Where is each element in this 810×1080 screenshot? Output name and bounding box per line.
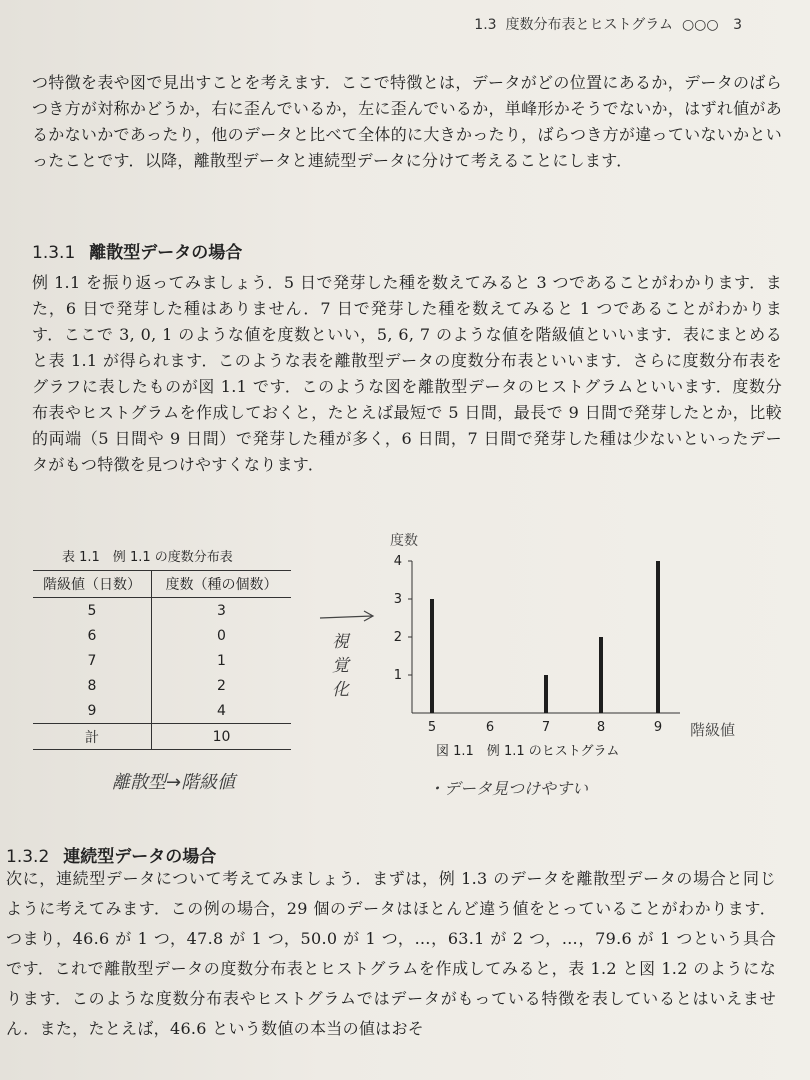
section-title: 離散型データの場合 — [89, 243, 243, 263]
histogram-bar — [430, 599, 434, 713]
discrete-paragraph — [32, 270, 782, 478]
y-tick-label: 3 — [393, 592, 402, 607]
frequency-cell: 0 — [217, 627, 226, 644]
page-number: 3 — [733, 17, 742, 33]
frequency-cell: 3 — [217, 602, 226, 619]
handwritten-note-visualize: 視覚化 — [332, 632, 349, 700]
histogram-bar — [599, 637, 603, 713]
class-cell: 6 — [33, 623, 152, 648]
frequency-cell: 2 — [217, 677, 226, 694]
frequency-cell: 4 — [217, 702, 226, 719]
column-header-frequency: 度数（種の個数） — [152, 571, 292, 598]
handwritten-note-table: 離散型→階級値 — [112, 772, 236, 793]
x-tick-label: 6 — [485, 720, 495, 735]
section-number: 1.3.2 — [6, 847, 50, 867]
histogram-chart — [330, 525, 790, 765]
histogram-bar — [656, 561, 660, 713]
section-heading-1-3-1 — [32, 238, 242, 263]
header-marks: ○○○ — [681, 17, 719, 33]
discrete-text: 例 1.1 を振り返ってみましょう．5 日で発芽した種を数えてみると 3 つであることがわかります．また，6 日で発芽した種はありません．7 日で発芽した種を数えてみると 1 つであることがわかります．ここで 3, 0, 1 のような値を度数といい，5, 6, 7 のような値を階級値といいます．表にまとめると表 1.1 が得られます．このような表を離散型データの度数分布表といいます．さらに度数分布表をグラフに表したものが図 1.1 です．このような図を離散型データのヒストグラムといいます．度数分布表やヒストグラムを作成しておくと，たとえば最短で 5 日間，最長で 9 日間で発芽したとか，比較的両端（5 日間や 9 日間）で発芽した種が多く，6 日間，7 日間で発芽した種は少ないといったデータがもつ特徴を見つけやすくなります． — [32, 273, 782, 474]
y-tick-label: 1 — [393, 668, 402, 683]
x-tick-label: 8 — [596, 720, 606, 735]
figure-caption: 図 1.1 例 1.1 のヒストグラム — [436, 744, 620, 759]
total-label: 計 — [33, 724, 152, 750]
histogram-bar — [544, 675, 548, 713]
table-caption: 表 1.1 例 1.1 の度数分布表 — [62, 550, 233, 565]
x-tick-label: 7 — [541, 720, 551, 735]
y-tick-label: 2 — [393, 630, 402, 645]
header-section: 1.3 — [474, 17, 497, 33]
continuous-text: 次に，連続型データについて考えてみましょう．まずは，例 1.3 のデータを離散型データの場合と同じように考えてみます．この例の場合，29 個のデータはほとんど違う値をとっていることがわかります．つまり，46.6 が 1 つ，47.8 が 1 つ，50.0 が 1 つ，…，63.1 が 2 つ，…，79.6 が 1 つという具合です．これで離散型データの度数分布表とヒストグラムを作成してみると，表 1.2 と図 1.2 のようになります．このような度数分布表やヒストグラムではデータがもっている特徴を表しているとはいえません．また，たとえば，46.6 という数値の本当の値はおそ — [6, 869, 776, 1038]
total-value: 10 — [152, 724, 292, 750]
class-cell: 8 — [33, 673, 152, 698]
y-axis-label: 度数 — [390, 533, 418, 549]
table-row — [33, 623, 291, 648]
section-title: 連続型データの場合 — [63, 847, 217, 867]
y-tick-label: 4 — [393, 554, 402, 569]
class-cell: 7 — [33, 648, 152, 673]
x-axis-label: 階級値 — [690, 721, 736, 739]
table-total-row — [33, 724, 291, 750]
table-row — [33, 598, 291, 624]
x-tick-label: 5 — [427, 720, 437, 735]
running-header — [474, 14, 742, 34]
continuous-paragraph — [6, 864, 776, 1044]
frequency-table — [33, 570, 291, 750]
intro-paragraph — [32, 70, 782, 174]
section-number: 1.3.1 — [32, 243, 76, 263]
class-cell: 9 — [33, 698, 152, 724]
x-tick-label: 9 — [653, 720, 663, 735]
frequency-cell: 1 — [217, 652, 226, 669]
intro-text: つ特徴を表や図で見出すことを考えます．ここで特徴とは，データがどの位置にあるか，データのばらつき方が対称かどうか，右に歪んでいるか，左に歪んでいるか，単峰形かそうでないか，はずれ値があるかないかであったり，他のデータと比べて全体的に大きかったり，ばらつき方が違っていないかといったことです．以降，離散型データと連続型データに分けて考えることにします． — [32, 73, 782, 170]
column-header-class: 階級値（日数） — [33, 571, 152, 598]
handwritten-note-chart: ・データ見つけやすい — [428, 779, 589, 798]
table-row — [33, 648, 291, 673]
header-title: 度数分布表とヒストグラム — [505, 17, 674, 33]
table-row — [33, 673, 291, 698]
table-row — [33, 698, 291, 724]
class-cell: 5 — [33, 598, 152, 624]
